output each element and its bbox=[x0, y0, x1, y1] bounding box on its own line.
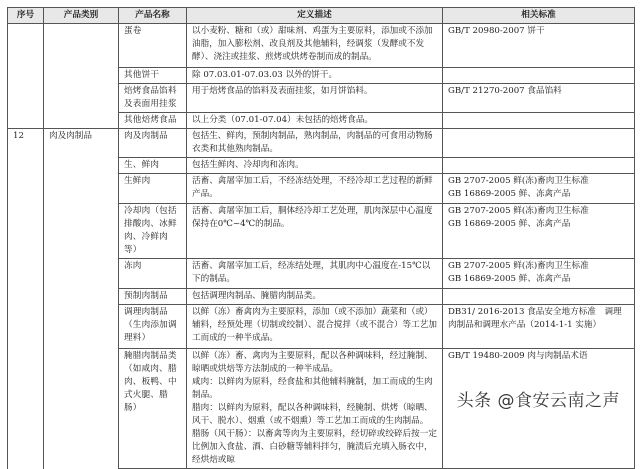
category-cell bbox=[44, 158, 119, 174]
standards-cell bbox=[443, 204, 635, 259]
definition-cell: 活畜、禽屠宰加工后，经冻结处理，其肌肉中心温度在-15℃以下的制品。 bbox=[187, 259, 443, 289]
standards-cell bbox=[443, 174, 635, 204]
table-row bbox=[8, 174, 635, 204]
standards-cell bbox=[443, 259, 635, 289]
definition-cell: 以小麦粉、糖和（或）甜味剂、鸡蛋为主要原料，添加或不添加油脂，加入膨松剂、改良剂及其他辅料，经调浆（发酵或不发酵）、浇注或挂浆、煎烤或烘烤卷制而成的制品。 bbox=[187, 24, 443, 68]
definition-cell: 活畜、禽屠宰加工后，胴体经冷却工艺处理，肌肉深层中心温度保持在0℃~4℃的制品。 bbox=[187, 204, 443, 259]
seq-cell bbox=[8, 289, 44, 305]
category-cell bbox=[44, 289, 119, 305]
product-name-cell: 其他饼干 bbox=[119, 68, 187, 84]
product-name-cell: 焙烤食品馅料及表面用挂浆 bbox=[119, 84, 187, 113]
standards-cell bbox=[443, 113, 635, 129]
standard-ref: GB 2707-2005 鲜(冻)畜肉卫生标准 bbox=[448, 261, 589, 271]
header-seq: 序号 bbox=[8, 8, 44, 24]
product-name-cell: 蛋卷 bbox=[119, 24, 187, 68]
seq-cell bbox=[8, 68, 44, 84]
category-cell bbox=[44, 24, 119, 68]
category-cell bbox=[44, 349, 119, 469]
table-row bbox=[8, 68, 635, 84]
standards-cell bbox=[443, 158, 635, 174]
seq-cell bbox=[8, 349, 44, 469]
seq-cell bbox=[8, 204, 44, 259]
standard-ref: GB 16869-2005 鲜、冻禽产品 bbox=[448, 274, 571, 284]
seq-cell bbox=[8, 259, 44, 289]
table-row bbox=[8, 158, 635, 174]
standard-ref: GB 16869-2005 鲜、冻禽产品 bbox=[448, 189, 571, 199]
table-header-row bbox=[8, 8, 635, 24]
definition-line: 以鲜（冻）畜、禽肉为主要原料，配以各种调味料，经过腌制、晾晒或烘焙等方法制成的一种半成品。 bbox=[192, 351, 433, 374]
table-row bbox=[8, 259, 635, 289]
header-definition: 定义描述 bbox=[187, 8, 443, 24]
category-cell bbox=[44, 174, 119, 204]
product-name-cell: 冷却肉（包括排酸肉、冰鲜肉、冷鲜肉等） bbox=[119, 204, 187, 259]
product-name-cell: 其他焙烤食品 bbox=[119, 113, 187, 129]
seq-cell bbox=[8, 305, 44, 349]
seq-cell bbox=[8, 158, 44, 174]
standards-cell bbox=[443, 129, 635, 158]
standards-cell bbox=[443, 305, 635, 349]
category-cell bbox=[44, 305, 119, 349]
table-row bbox=[8, 24, 635, 68]
table-row bbox=[8, 113, 635, 129]
table-row bbox=[8, 289, 635, 305]
standard-ref: DB31/ 2016-2013 食品安全地方标准 调理肉制品和调理水产品（2014-1-1 实施） bbox=[448, 307, 622, 330]
definition-cell: 除 07.03.01-07.03.03 以外的饼干。 bbox=[187, 68, 443, 84]
watermark-text: 头条 @食安云南之声 bbox=[455, 386, 622, 411]
standard-ref: GB/T 19480-2009 肉与肉制品术语 bbox=[448, 351, 588, 361]
standard-ref: GB 2707-2005 鲜(冻)畜肉卫生标准 bbox=[448, 206, 589, 216]
standards-cell bbox=[443, 68, 635, 84]
category-cell bbox=[44, 204, 119, 259]
standard-ref: GB 2707-2005 鲜(冻)畜肉卫生标准 bbox=[448, 176, 589, 186]
definition-cell: 包括生、鲜肉，预制肉制品，熟肉制品，肉制品的可食用动物肠衣类和其他熟肉制品。 bbox=[187, 129, 443, 158]
table-row bbox=[8, 84, 635, 113]
seq-cell: 12 bbox=[8, 129, 44, 158]
category-cell bbox=[44, 113, 119, 129]
definition-cell: 以鲜（冻）畜禽肉为主要原料，添加（或不添加）蔬菜和（或）辅料，经预处理（切制或绞制）、混合搅拌（或不混合）等工艺加工而成的一种半成品。 bbox=[187, 305, 443, 349]
seq-cell bbox=[8, 24, 44, 68]
category-cell bbox=[44, 259, 119, 289]
standards-cell bbox=[443, 289, 635, 305]
seq-cell bbox=[8, 113, 44, 129]
definition-cell: 活畜、禽屠宰加工后，不经冻结处理，不经冷却工艺过程的新鲜产品。 bbox=[187, 174, 443, 204]
standard-ref: GB/T 21270-2007 食品馅料 bbox=[448, 86, 562, 96]
product-name-cell: 生、鲜肉 bbox=[119, 158, 187, 174]
standards-cell bbox=[443, 24, 635, 68]
definition-line: 腊肉：以鲜肉为原料，配以各种调味料，经腌制、烘烤（晾晒、风干、脱水）、烟熏（或不烟熏）等工艺加工而成的生肉制品。 bbox=[192, 403, 433, 426]
definition-line: 咸肉：以鲜肉为原料，经食盐和其他辅料腌制，加工而成的生肉制品。 bbox=[192, 377, 433, 400]
definition-cell: 包括生鲜肉、冷却肉和冻肉。 bbox=[187, 158, 443, 174]
definition-cell bbox=[187, 349, 443, 469]
header-category: 产品类别 bbox=[44, 8, 119, 24]
standards-cell bbox=[443, 84, 635, 113]
definition-cell: 用于焙烤食品的馅料及表面挂浆，如月饼馅料。 bbox=[187, 84, 443, 113]
seq-cell bbox=[8, 84, 44, 113]
table-row bbox=[8, 305, 635, 349]
category-cell bbox=[44, 68, 119, 84]
product-name-cell: 生鲜肉 bbox=[119, 174, 187, 204]
product-name-cell: 预制肉制品 bbox=[119, 289, 187, 305]
definition-cell: 以上分类（07.01-07.04）未包括的焙烤食品。 bbox=[187, 113, 443, 129]
category-cell: 肉及肉制品 bbox=[44, 129, 119, 158]
seq-cell bbox=[8, 174, 44, 204]
standard-ref: GB/T 20980-2007 饼干 bbox=[448, 26, 545, 36]
product-name-cell: 冻肉 bbox=[119, 259, 187, 289]
product-name-cell: 调理肉制品（生肉添加调理料） bbox=[119, 305, 187, 349]
header-standards: 相关标准 bbox=[443, 8, 635, 24]
standard-ref: GB 16869-2005 鲜、冻禽产品 bbox=[448, 219, 571, 229]
product-name-cell: 腌腊肉制品类（如咸肉、腊肉、板鸭、中式火腿、腊肠） bbox=[119, 349, 187, 469]
definition-line: 腊肠（风干肠）：以畜禽等肉为主要原料，经切碎或绞碎后按一定比例加入食盐、酒、白砂糖等辅料拌匀，腌渍后充填入肠衣中，经烘焙或晾 bbox=[192, 429, 437, 465]
product-name-cell: 肉及肉制品 bbox=[119, 129, 187, 158]
table-row bbox=[8, 129, 635, 158]
category-cell bbox=[44, 84, 119, 113]
header-product-name: 产品名称 bbox=[119, 8, 187, 24]
table-row bbox=[8, 204, 635, 259]
definition-cell: 包括调理肉制品、腌腊肉制品类。 bbox=[187, 289, 443, 305]
